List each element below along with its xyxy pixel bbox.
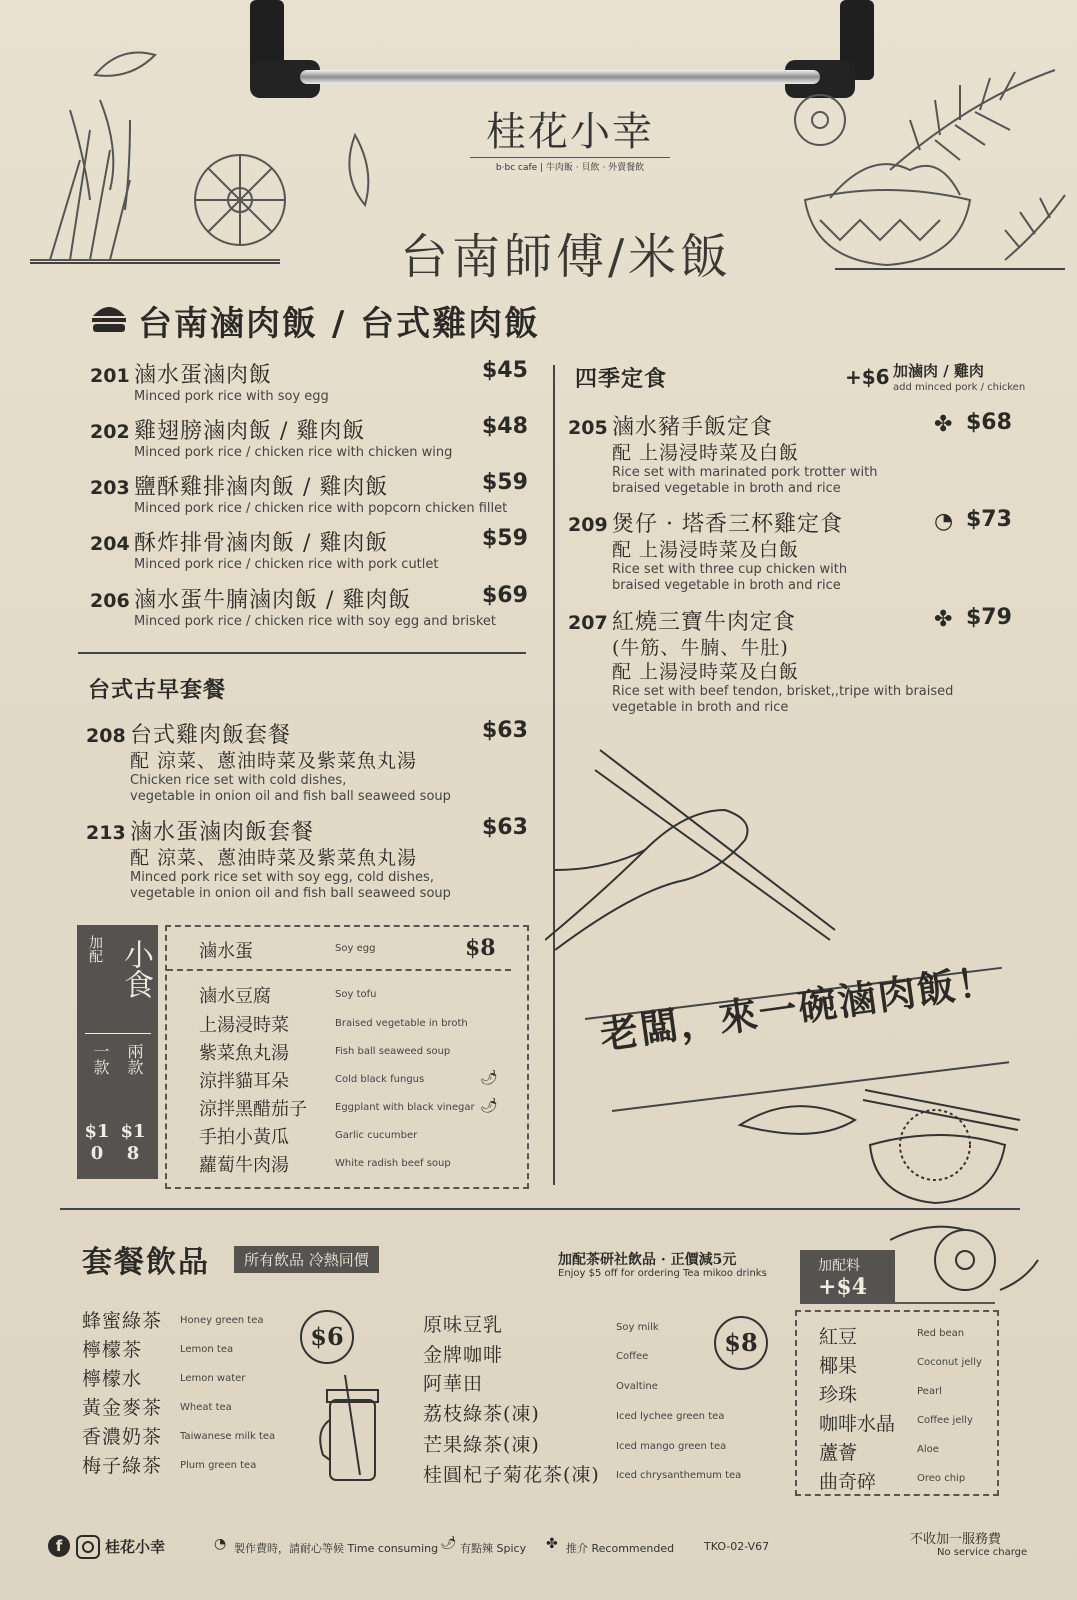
drink-desc: Iced lychee green tea bbox=[616, 1411, 725, 1422]
topping-price: +$4 bbox=[818, 1274, 868, 1300]
item-desc-1: Chicken rice set with cold dishes, bbox=[130, 773, 347, 788]
snack-item-name: 上湯浸時菜 bbox=[199, 1015, 289, 1036]
topping-name: 曲奇碎 bbox=[819, 1471, 877, 1493]
topping-desc: Oreo chip bbox=[917, 1473, 966, 1484]
service-note-en: No service charge bbox=[937, 1547, 1028, 1558]
item-desc-2: vegetable in onion oil and fish ball seaweed soup bbox=[130, 789, 451, 804]
item-number: 203 bbox=[90, 477, 130, 499]
drink-name: 原味豆乳 bbox=[423, 1314, 504, 1336]
hand-chopsticks-illustration bbox=[545, 740, 865, 960]
topping-list bbox=[795, 1310, 999, 1496]
snack-item-name: 涼拌黑醋茄子 bbox=[199, 1099, 307, 1120]
topping-label: 加配料 bbox=[818, 1258, 860, 1274]
leaf-icon bbox=[90, 45, 160, 85]
item-desc: Minced pork rice / chicken rice with pork cutlet bbox=[134, 557, 439, 572]
menu-item-208 bbox=[86, 718, 526, 805]
drink-name: 阿華田 bbox=[423, 1373, 484, 1395]
item-name: 鹽酥雞排滷肉飯 / 雞肉飯 bbox=[134, 475, 389, 500]
item-name: 煲仔 · 塔香三杯雞定食 bbox=[612, 512, 843, 537]
menu-item-203 bbox=[90, 470, 530, 517]
item-number: 201 bbox=[90, 365, 130, 387]
item-desc-1: Rice set with marinated pork trotter with bbox=[612, 465, 878, 480]
item-price: $69 bbox=[482, 583, 528, 608]
menu-item-209 bbox=[568, 507, 1028, 594]
topping-desc: Red bean bbox=[917, 1328, 965, 1339]
drink-desc: Coffee bbox=[616, 1351, 649, 1362]
menu-item-207 bbox=[568, 605, 1028, 716]
menu-item-204 bbox=[90, 526, 530, 573]
drink-desc: Taiwanese milk tea bbox=[180, 1431, 276, 1442]
slogan: 老闆，來一碗滷肉飯！ bbox=[597, 957, 1000, 1058]
item-price: $63 bbox=[482, 718, 528, 743]
brand-name: 桂花小幸 bbox=[486, 109, 654, 155]
item-sub: 配 涼菜、蔥油時菜及紫菜魚丸湯 bbox=[130, 847, 418, 869]
menu-item-201 bbox=[90, 358, 530, 405]
drinks-divider bbox=[60, 1208, 1020, 1210]
item-name: 酥炸排骨滷肉飯 / 雞肉飯 bbox=[134, 531, 389, 556]
snack-list bbox=[165, 925, 529, 1189]
topping-desc: Pearl bbox=[917, 1386, 942, 1397]
snack-item-name: 滷水豆腐 bbox=[199, 986, 271, 1007]
item-price: $59 bbox=[482, 470, 528, 495]
leaf-icon-2 bbox=[335, 130, 375, 210]
item-name: 紅燒三寶牛肉定食 bbox=[612, 610, 797, 635]
snack-divider bbox=[85, 1033, 151, 1034]
item-number: 209 bbox=[568, 514, 608, 536]
drink-name: 金牌咖啡 bbox=[423, 1344, 504, 1366]
recommended-icon: ✤ bbox=[546, 1536, 558, 1552]
drink-name: 黃金麥茶 bbox=[82, 1397, 163, 1419]
drink-name: 檸檬茶 bbox=[82, 1339, 143, 1361]
menu-item-202 bbox=[90, 414, 530, 461]
snack-one-label: 一款 bbox=[91, 1043, 110, 1075]
item-desc: Minced pork rice / chicken rice with chicken wing bbox=[134, 445, 453, 460]
facebook-icon[interactable]: f bbox=[48, 1535, 70, 1557]
item-desc: Minced pork rice / chicken rice with popcorn chicken fillet bbox=[134, 501, 508, 516]
item-desc-2: vegetable in broth and rice bbox=[612, 700, 789, 715]
item-desc: Minced pork rice with soy egg bbox=[134, 389, 329, 404]
snack-two-price: $18 bbox=[120, 1121, 146, 1164]
divider-main bbox=[78, 652, 526, 654]
item-price: $73 bbox=[966, 507, 1012, 532]
item-desc: Minced pork rice / chicken rice with soy egg and brisket bbox=[134, 614, 497, 629]
drink-name: 荔枝綠茶(凍) bbox=[423, 1403, 540, 1425]
snack-item-desc: Soy tofu bbox=[335, 989, 377, 1000]
topping-name: 珍珠 bbox=[819, 1384, 858, 1406]
item-sub-0: (牛筋、牛腩、牛肚) bbox=[612, 637, 789, 659]
snack-header-desc: Soy egg bbox=[335, 943, 376, 954]
footer-spicy-note: 有點辣 Spicy bbox=[460, 1542, 527, 1555]
snack-label-box bbox=[77, 925, 158, 1179]
item-name: 滷水豬手飯定食 bbox=[612, 415, 774, 440]
item-name: 滷水蛋滷肉飯 bbox=[134, 363, 273, 388]
drink-desc: Ovaltine bbox=[616, 1381, 658, 1392]
drink-desc: Plum green tea bbox=[180, 1460, 257, 1471]
flower-drink-illustration bbox=[890, 1220, 1040, 1310]
topping-desc: Coconut jelly bbox=[917, 1357, 982, 1368]
tea-note-en: Enjoy $5 off for ordering Tea mikoo drinks bbox=[558, 1268, 767, 1279]
spicy-icon: 🌶 bbox=[480, 1098, 498, 1114]
snack-item-desc: Braised vegetable in broth bbox=[335, 1018, 468, 1029]
flower-top-right bbox=[770, 90, 870, 150]
spicy-icon: 🌶 bbox=[480, 1070, 498, 1086]
snack-item-desc: Fish ball seaweed soup bbox=[335, 1046, 451, 1057]
item-desc-1: Rice set with beef tendon, brisket,,tripe with braised bbox=[612, 684, 954, 699]
item-number: 204 bbox=[90, 533, 130, 555]
drinks-pill: 所有飲品 冷熱同價 bbox=[234, 1246, 379, 1273]
item-price: $48 bbox=[482, 414, 528, 439]
instagram-icon[interactable] bbox=[76, 1535, 100, 1559]
section-title-main: 台南滷肉飯 / 台式雞肉飯 bbox=[138, 304, 541, 344]
rice-bowl-illustration bbox=[800, 150, 975, 270]
topping-desc: Coffee jelly bbox=[917, 1415, 973, 1426]
recommended-icon: ✤ bbox=[934, 412, 953, 437]
clip-bar bbox=[300, 70, 820, 84]
topping-name: 椰果 bbox=[819, 1355, 858, 1377]
drink-name: 桂圓杞子菊花茶(凍) bbox=[423, 1464, 600, 1486]
drink-name: 檸檬水 bbox=[82, 1368, 143, 1390]
pineapple-flower-illustration bbox=[30, 90, 290, 265]
drink-desc: Wheat tea bbox=[180, 1402, 232, 1413]
snack-item-desc: Cold black fungus bbox=[335, 1074, 425, 1085]
item-desc-1: Minced pork rice set with soy egg, cold dishes, bbox=[130, 870, 434, 885]
page-title: 台南師傅/米飯 bbox=[400, 229, 733, 285]
addon-label: 加滷肉 / 雞肉 bbox=[893, 362, 984, 380]
drink-desc: Lemon tea bbox=[180, 1344, 234, 1355]
drink-desc: Honey green tea bbox=[180, 1315, 264, 1326]
snack-dash-divider bbox=[167, 969, 511, 971]
item-price: $45 bbox=[482, 358, 528, 383]
item-number: 206 bbox=[90, 590, 130, 612]
menu-item-206 bbox=[90, 583, 530, 630]
item-number: 202 bbox=[90, 421, 130, 443]
snack-header-name: 滷水蛋 bbox=[199, 941, 253, 962]
header-divider-right bbox=[835, 268, 1065, 270]
topping-divider bbox=[800, 1302, 995, 1304]
drink-desc: Iced chrysanthemum tea bbox=[616, 1470, 742, 1481]
footer-rec-note: 推介 Recommended bbox=[566, 1542, 675, 1555]
item-name: 台式雞肉飯套餐 bbox=[130, 723, 292, 748]
drink-name: 梅子綠茶 bbox=[82, 1455, 163, 1477]
time-consuming-icon: ◔ bbox=[934, 509, 954, 534]
drink-desc: Lemon water bbox=[180, 1373, 246, 1384]
drink-name: 香濃奶茶 bbox=[82, 1426, 163, 1448]
item-sub: 配 上湯浸時菜及白飯 bbox=[612, 539, 800, 561]
tea-note: 加配茶研社飲品 · 正價減5元 bbox=[558, 1252, 737, 1268]
item-desc-2: braised vegetable in broth and rice bbox=[612, 578, 841, 593]
drink-group1-price: $6 bbox=[300, 1310, 354, 1364]
snack-item-desc: White radish beef soup bbox=[335, 1158, 451, 1169]
addon-price: +$6 bbox=[845, 365, 890, 389]
menu-code: TKO-02-V67 bbox=[704, 1540, 770, 1553]
item-price: $59 bbox=[482, 526, 528, 551]
section-title-set: 台式古早套餐 bbox=[88, 677, 227, 703]
time-consuming-icon: ◔ bbox=[214, 1536, 227, 1552]
item-name: 雞翅膀滷肉飯 / 雞肉飯 bbox=[134, 419, 366, 444]
item-sub: 配 上湯浸時菜及白飯 bbox=[612, 661, 800, 683]
snack-item-name: 手拍小黃瓜 bbox=[199, 1127, 289, 1148]
item-number: 208 bbox=[86, 725, 126, 747]
addon-desc: add minced pork / chicken bbox=[893, 382, 1026, 393]
item-sub: 配 上湯浸時菜及白飯 bbox=[612, 442, 800, 464]
item-number: 213 bbox=[86, 822, 126, 844]
rice-dumpling-bowl-illustration bbox=[735, 1085, 1025, 1205]
snack-big-label: 小食 bbox=[118, 939, 153, 999]
snack-two-label: 兩款 bbox=[125, 1043, 144, 1075]
drink-desc: Soy milk bbox=[616, 1322, 659, 1333]
topping-desc: Aloe bbox=[917, 1444, 939, 1455]
drink-name: 蜂蜜綠茶 bbox=[82, 1310, 163, 1332]
drink-desc: Iced mango green tea bbox=[616, 1441, 727, 1452]
recommended-icon: ✤ bbox=[934, 607, 953, 632]
footer-time-note: 製作費時，請耐心等候 Time consuming bbox=[234, 1542, 439, 1555]
item-price: $68 bbox=[966, 410, 1012, 435]
topping-name: 咖啡水晶 bbox=[819, 1413, 896, 1435]
header-divider-left bbox=[30, 262, 280, 264]
item-price: $79 bbox=[966, 605, 1012, 630]
menu-item-205 bbox=[568, 410, 1028, 497]
snack-item-desc: Eggplant with black vinegar bbox=[335, 1102, 475, 1113]
item-price: $63 bbox=[482, 815, 528, 840]
brand-logo bbox=[470, 100, 670, 173]
item-desc-2: braised vegetable in broth and rice bbox=[612, 481, 841, 496]
item-sub: 配 涼菜、蔥油時菜及紫菜魚丸湯 bbox=[130, 750, 418, 772]
item-name: 滷水蛋牛腩滷肉飯 / 雞肉飯 bbox=[134, 588, 412, 613]
item-number: 207 bbox=[568, 612, 608, 634]
topping-header bbox=[800, 1250, 895, 1302]
drinks-title: 套餐飲品 bbox=[82, 1245, 210, 1280]
menu-item-213 bbox=[86, 815, 526, 902]
drink-name: 芒果綠茶(凍) bbox=[423, 1434, 540, 1456]
item-name: 滷水蛋滷肉飯套餐 bbox=[130, 820, 315, 845]
leaf-branch-right bbox=[1000, 190, 1070, 270]
topping-name: 蘆薈 bbox=[819, 1442, 858, 1464]
topping-name: 紅豆 bbox=[819, 1326, 858, 1348]
item-desc-2: vegetable in onion oil and fish ball seaweed soup bbox=[130, 886, 451, 901]
burger-icon bbox=[90, 302, 128, 334]
brand-tagline: b·bc cafe | 牛肉飯 · 貝飲 · 外賣餐飲 bbox=[470, 157, 670, 173]
section-title-seasonal: 四季定食 bbox=[575, 366, 668, 392]
snack-one-price: $10 bbox=[84, 1121, 110, 1164]
drink-group2-price: $8 bbox=[714, 1316, 768, 1370]
social-name: 桂花小幸 bbox=[105, 1538, 166, 1556]
snack-item-desc: Garlic cucumber bbox=[335, 1130, 418, 1141]
spicy-icon: 🌶 bbox=[440, 1536, 457, 1551]
snack-item-name: 紫菜魚丸湯 bbox=[199, 1043, 289, 1064]
item-number: 205 bbox=[568, 417, 608, 439]
snack-header-price: $8 bbox=[465, 935, 496, 961]
service-note: 不收加一服務費 bbox=[910, 1532, 1002, 1547]
snack-side-label: 加配 bbox=[87, 935, 103, 963]
snack-item-name: 涼拌貓耳朵 bbox=[199, 1071, 289, 1092]
drink-jar-icon bbox=[315, 1375, 395, 1485]
item-desc-1: Rice set with three cup chicken with bbox=[612, 562, 848, 577]
snack-item-name: 蘿蔔牛肉湯 bbox=[199, 1155, 289, 1176]
